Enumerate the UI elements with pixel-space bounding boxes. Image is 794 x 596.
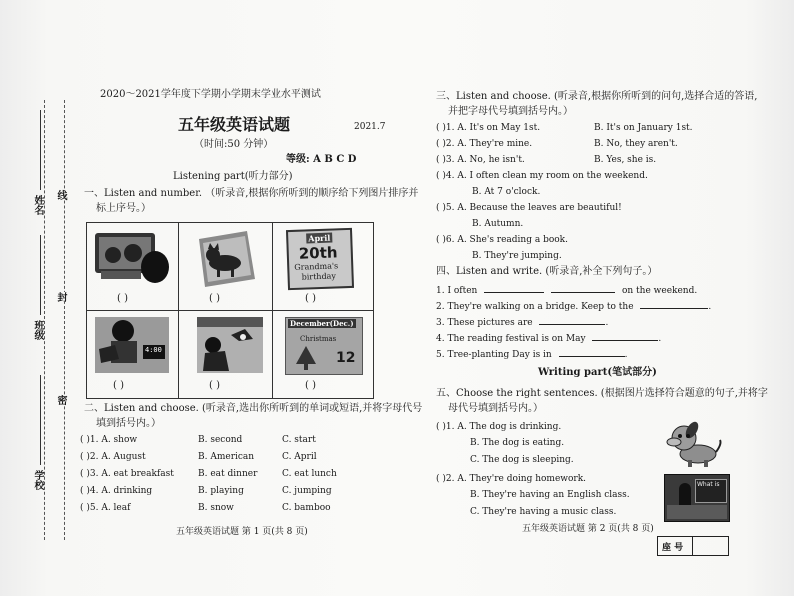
q2-row-1-c: C. start xyxy=(282,435,316,445)
listening-part-title: Listening part(听力部分) xyxy=(173,171,293,182)
xmas-tree-icon xyxy=(296,346,316,370)
picture-kid-bird-icon xyxy=(195,315,265,375)
q3-item-3-b: B. Yes, she is. xyxy=(594,155,657,165)
q4-item-2-pre: 2. They're walking on a bridge. Keep to the xyxy=(436,302,634,312)
q2-row-5-a[interactable]: ( )5. A. leaf xyxy=(80,503,131,513)
q1-instruction-2: 标上序号。） xyxy=(96,203,151,214)
q5-instruction-1: 五、Choose the right sentences. (根据图片选择符合题意的句子,并将字 xyxy=(436,388,768,399)
q3-item-5-b: B. Autumn. xyxy=(472,219,524,229)
q4-item-5-blank[interactable] xyxy=(559,347,625,357)
q2-row-2-b: B. American xyxy=(198,452,255,462)
q3-item-1-a[interactable]: ( )1. A. It's on May 1st. xyxy=(436,123,541,133)
exam-header: 2020～2021学年度下学期小学期末学业水平测试 xyxy=(100,89,321,100)
answer-paren-2[interactable]: ( ) xyxy=(209,293,220,304)
q2-row-5-b: B. snow xyxy=(198,503,234,513)
school-label: 学校 xyxy=(32,470,43,490)
q5-item-1-b: B. The dog is eating. xyxy=(470,438,565,448)
right-page-footer: 五年级英语试题 第 2 页(共 8 页) xyxy=(522,524,654,534)
q4-item-5-post: . xyxy=(624,350,628,360)
q1-instruction-1: 一、Listen and number. （听录音,根据你所听到的顺序给下列图片排序并 xyxy=(84,188,419,199)
q4-item-4-post: . xyxy=(658,334,662,344)
q4-item-3-post: . xyxy=(605,318,609,328)
q3-item-4-a[interactable]: ( )4. A. I often clean my room on the weekend. xyxy=(436,171,648,181)
q3-item-1-b: B. It's on January 1st. xyxy=(594,123,693,133)
exam-time: （时间:50 分钟） xyxy=(194,139,274,150)
dog-picture-icon xyxy=(664,418,724,468)
q4-item-5-pre: 5. Tree-planting Day is in xyxy=(436,350,552,360)
q4-item-4 xyxy=(436,331,661,344)
q4-item-3-pre: 3. These pictures are xyxy=(436,318,533,328)
grade-line: 等级: A B C D xyxy=(286,154,357,165)
q2-row-4-c: C. jumping xyxy=(282,486,332,496)
q2-row-5-c: C. bamboo xyxy=(282,503,331,513)
xmas-day: 12 xyxy=(336,350,356,366)
q4-item-1-blank-a[interactable] xyxy=(484,283,544,293)
q5-instruction-2: 母代号填到括号内。） xyxy=(448,403,543,414)
class-blank[interactable] xyxy=(40,235,51,315)
writing-part-title: Writing part(笔试部分) xyxy=(538,367,657,378)
q2-row-2-c: C. April xyxy=(282,452,317,462)
calendar-text-2: birthday xyxy=(301,271,337,282)
q3-item-5-a[interactable]: ( )5. A. Because the leaves are beautiful! xyxy=(436,203,622,213)
q5-item-1-a[interactable]: ( )1. A. The dog is drinking. xyxy=(436,422,562,432)
page-title: 五年级英语试题 xyxy=(178,115,291,134)
q2-row-4-a[interactable]: ( )4. A. drinking xyxy=(80,486,153,496)
q3-item-3-a[interactable]: ( )3. A. No, he isn't. xyxy=(436,155,525,165)
school-blank[interactable] xyxy=(40,375,51,465)
seat-number-label: 座 号 xyxy=(662,543,684,553)
line-mark-feng: 封 xyxy=(55,292,66,302)
q4-item-2 xyxy=(436,299,711,312)
q2-instruction-2: 填到括号内。） xyxy=(96,418,161,429)
q3-item-2-b: B. No, they aren't. xyxy=(594,139,678,149)
picture-grid xyxy=(86,222,374,399)
class-label: 班级 xyxy=(32,320,43,340)
q4-item-5 xyxy=(436,347,627,360)
q4-item-1 xyxy=(436,283,697,296)
line-mark-xian: 线 xyxy=(55,190,66,200)
q5-item-2-a[interactable]: ( )2. A. They're doing homework. xyxy=(436,474,587,484)
q4-item-2-blank[interactable] xyxy=(640,299,708,309)
line-mark-mi: 密 xyxy=(55,395,66,405)
q3-item-6-a[interactable]: ( )6. A. She's reading a book. xyxy=(436,235,568,245)
q3-instruction-2: 并把字母代号填到括号内。） xyxy=(448,106,573,117)
calendar-day: 20th xyxy=(298,243,338,263)
answer-paren-4[interactable]: ( ) xyxy=(113,380,124,391)
q2-row-3-b: B. eat dinner xyxy=(198,469,258,479)
answer-paren-5[interactable]: ( ) xyxy=(209,380,220,391)
seat-number-field[interactable] xyxy=(692,537,728,555)
q4-item-1-blank-b[interactable] xyxy=(551,283,615,293)
answer-paren-3[interactable]: ( ) xyxy=(305,293,316,304)
xmas-word: Christmas xyxy=(300,335,337,343)
picture-boy-clock-icon xyxy=(93,315,171,375)
exam-date: 2021.7 xyxy=(354,122,386,132)
q5-item-1-c: C. The dog is sleeping. xyxy=(470,455,574,465)
classroom-picture-icon xyxy=(664,474,730,522)
calendar-month: April xyxy=(308,232,331,244)
students-figure xyxy=(667,505,727,519)
q2-row-4-b: B. playing xyxy=(198,486,244,496)
q2-row-2-a[interactable]: ( )2. A. August xyxy=(80,452,146,462)
clock-time: 4:00 xyxy=(145,346,162,354)
name-blank[interactable] xyxy=(40,110,51,190)
name-label: 姓名 xyxy=(32,195,43,215)
left-page-footer: 五年级英语试题 第 1 页(共 8 页) xyxy=(176,527,308,537)
picture-calendar-icon xyxy=(286,228,354,290)
seat-number-box xyxy=(657,536,729,556)
picture-cat-icon xyxy=(195,229,259,289)
q5-item-2-c: C. They're having a music class. xyxy=(470,507,617,517)
blackboard xyxy=(695,479,727,503)
q3-item-6-b: B. They're jumping. xyxy=(472,251,562,261)
picture-friends-icon xyxy=(93,227,173,289)
blackboard-text: What is xyxy=(697,481,720,488)
answer-paren-6[interactable]: ( ) xyxy=(305,380,316,391)
q3-instruction-1: 三、Listen and choose. (听录音,根据你所听到的问句,选择合适的答语, xyxy=(436,91,758,102)
answer-paren-1[interactable]: ( ) xyxy=(117,293,128,304)
q4-item-3-blank[interactable] xyxy=(539,315,605,325)
q4-item-4-pre: 4. The reading festival is on May xyxy=(436,334,586,344)
xmas-month: December(Dec.) xyxy=(290,319,354,328)
q4-item-2-post: . xyxy=(708,302,712,312)
q4-item-1-post: on the weekend. xyxy=(621,286,698,296)
q5-item-2-b: B. They're having an English class. xyxy=(470,490,630,500)
q4-item-1-pre: 1. I often xyxy=(436,286,478,296)
q2-row-1-b: B. second xyxy=(198,435,243,445)
q2-row-1-a[interactable]: ( )1. A. show xyxy=(80,435,138,445)
seal-line-inner xyxy=(64,100,65,540)
q2-row-3-a[interactable]: ( )3. A. eat breakfast xyxy=(80,469,174,479)
q4-instruction: 四、Listen and write. (听录音,补全下列句子。） xyxy=(436,266,658,277)
q4-item-4-blank[interactable] xyxy=(592,331,658,341)
q4-item-3 xyxy=(436,315,608,328)
q2-row-3-c: C. eat lunch xyxy=(282,469,337,479)
calendar-text-1: Grandma's xyxy=(294,261,339,272)
q3-item-4-b: B. At 7 o'clock. xyxy=(472,187,541,197)
picture-christmas-calendar-icon xyxy=(285,317,363,375)
q3-item-2-a[interactable]: ( )2. A. They're mine. xyxy=(436,139,533,149)
q2-instruction-1: 二、Listen and choose. (听录音,选出你所听到的单词或短语,并将字母代号 xyxy=(84,403,423,414)
